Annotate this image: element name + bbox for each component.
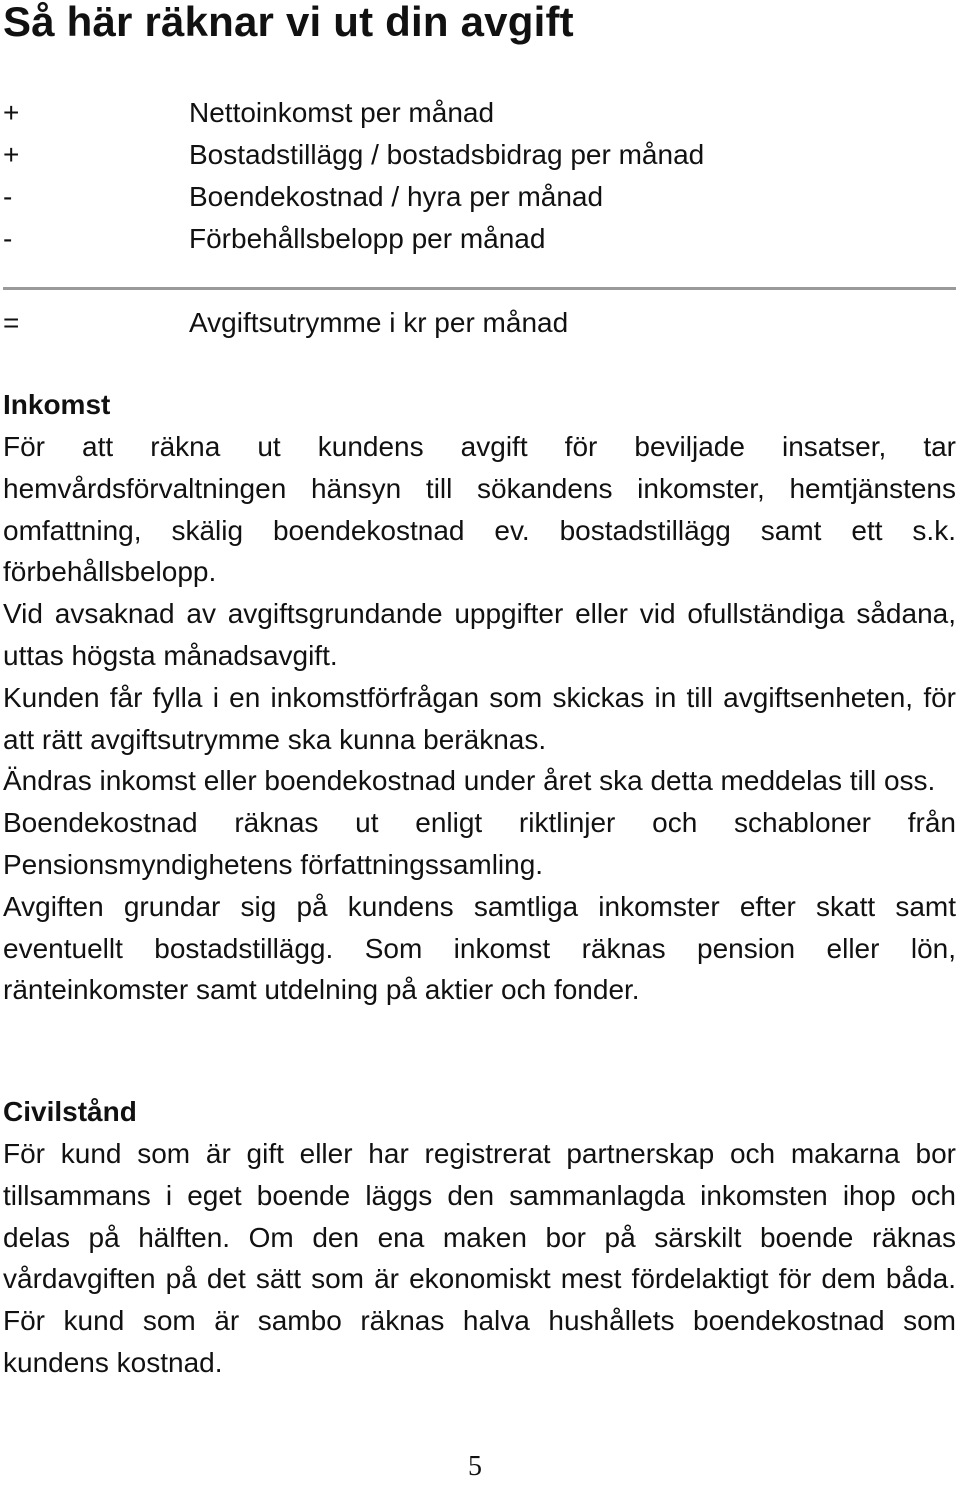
formula-operator: -: [3, 181, 13, 212]
formula-result-row: [3, 302, 956, 344]
formula-term: Bostadstillägg / bostadsbidrag per månad: [189, 139, 705, 170]
page-number: 5: [468, 1451, 482, 1482]
section-heading-inkomst: Inkomst: [3, 389, 111, 420]
formula-row: [3, 218, 956, 260]
page-title: Så här räknar vi ut din avgift: [3, 0, 574, 45]
section-inkomst: [3, 384, 956, 1011]
paragraph: För att räkna ut kundens avgift för beviljade insatser, tar hemvårdsförvaltningen hänsyn till sökandens inkomster, hemtjänstens omfattning, skälig boendekostnad ev. bostadstillägg samt ett s.k. förbehållsbelopp.: [3, 431, 956, 588]
paragraph: Vid avsaknad av avgiftsgrundande uppgifter eller vid ofullständiga sådana, uttas högsta månadsavgift.: [3, 598, 956, 671]
formula-term: Nettoinkomst per månad: [189, 97, 495, 128]
paragraph: Ändras inkomst eller boendekostnad under året ska detta meddelas till oss.: [3, 765, 936, 797]
formula-result: [3, 302, 956, 344]
fee-formula: [3, 92, 956, 260]
paragraph: Avgiften grundar sig på kundens samtliga inkomster efter skatt samt eventuellt bostadstillägg. Som inkomst räknas pension eller lön, ränteinkomster samt utdelning på aktier och fonder.: [3, 890, 956, 1006]
formula-operator: +: [3, 97, 20, 128]
formula-row: [3, 134, 956, 176]
formula-divider: [3, 287, 956, 290]
paragraph: Kunden får fylla i en inkomstförfrågan som skickas in till avgiftsenheten, för att rätt avgiftsutrymme ska kunna beräknas.: [3, 681, 956, 755]
paragraph: Boendekostnad räknas ut enligt riktlinjer och schabloner från Pensionsmyndighetens författningssamling.: [3, 807, 956, 880]
formula-operator: =: [3, 307, 20, 338]
section-civilstand: [3, 1091, 956, 1384]
formula-operator: +: [3, 139, 20, 170]
formula-operator: -: [3, 223, 13, 254]
formula-term: Förbehållsbelopp per månad: [189, 223, 546, 254]
formula-term: Boendekostnad / hyra per månad: [189, 181, 604, 212]
section-heading-civilstand: Civilstånd: [3, 1096, 137, 1127]
formula-row: [3, 92, 956, 134]
formula-result-term: Avgiftsutrymme i kr per månad: [189, 307, 569, 338]
formula-row: [3, 176, 956, 218]
paragraph: För kund som är gift eller har registrerat partnerskap och makarna bor tillsammans i eget boende läggs den sammanlagda inkomsten ihop och delas på hälften. Om den ena maken bor på särskilt boende räknas vårdavgiften på det sätt som är ekonomiskt mest fördelaktigt för dem båda. För kund som är sambo räknas halva hushållets boendekostnad som kundens kostnad.: [3, 1138, 956, 1378]
